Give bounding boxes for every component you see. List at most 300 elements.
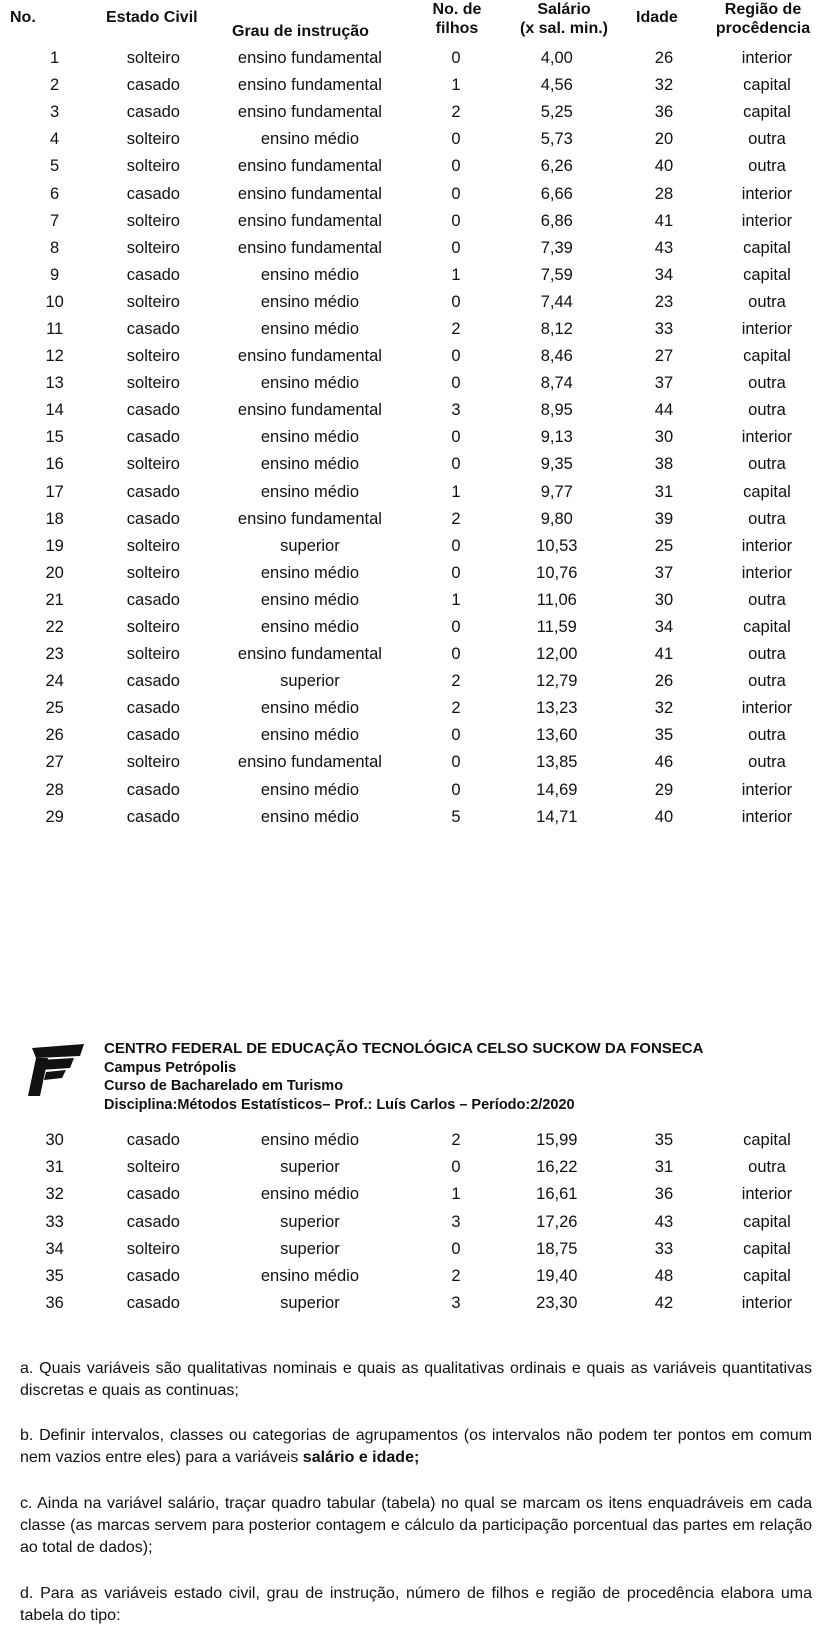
cefet-logo-icon [26,1040,86,1098]
cell-no-filhos: 3 [451,1212,461,1231]
cell-no: 16 [45,455,64,474]
question-b: b. Definir intervalos, classes ou categorias de agrupamentos (os intervalos não podem ter pontos em comum nem vazios entre eles) para a variáveis salário e idade; [20,1427,812,1466]
table-row [0,614,830,641]
question-a: a. Quais variáveis são qualitativas nominais e quais as qualitativas ordinais e quais as variáveis quantitativas discretas e quais as continuas; [20,1360,812,1399]
cell-grau-instrucao: ensino fundamental [237,238,382,257]
cell-salario: 10,53 [536,536,578,555]
cell-no-filhos: 3 [451,401,461,420]
cell-salario: 23,30 [536,1294,578,1313]
cell-estado-civil: casado [126,590,180,609]
cell-no-filhos: 0 [451,238,461,257]
cell-regiao: capital [743,265,791,284]
cell-regiao: outra [748,1158,786,1177]
cell-regiao: capital [743,618,791,637]
cell-grau-instrucao: ensino médio [260,590,359,609]
cell-estado-civil: casado [126,319,180,338]
cell-salario: 7,39 [540,238,573,257]
data-table-part1 [0,45,830,831]
cell-no-filhos: 1 [451,265,461,284]
cell-grau-instrucao: ensino médio [260,807,359,826]
cell-no-filhos: 0 [451,157,461,176]
cell-estado-civil: solteiro [126,292,180,311]
cell-no: 29 [45,807,64,826]
cell-regiao: capital [743,482,791,501]
cell-grau-instrucao: ensino fundamental [237,509,382,528]
table-row [0,533,830,560]
cell-idade: 23 [654,292,674,311]
cell-no-filhos: 0 [451,292,461,311]
cell-salario: 14,71 [536,807,578,826]
campus-name: Campus Petrópolis [104,1059,237,1076]
table-row [0,397,830,424]
cell-no: 4 [50,130,60,149]
cell-grau-instrucao: superior [280,536,340,555]
cell-no: 19 [45,536,64,555]
cell-salario: 13,60 [536,726,578,745]
cell-idade: 36 [654,1185,674,1204]
cell-salario: 10,76 [536,563,578,582]
cell-estado-civil: casado [126,1294,180,1313]
cell-salario: 15,99 [536,1131,578,1150]
cell-estado-civil: solteiro [126,753,180,772]
cell-estado-civil: casado [126,1185,180,1204]
cell-grau-instrucao: superior [280,1239,340,1258]
cell-no: 33 [45,1212,64,1231]
cell-estado-civil: casado [126,482,180,501]
cell-estado-civil: casado [126,780,180,799]
cell-regiao: capital [743,1131,791,1150]
table-row [0,99,830,126]
header-regiao: Região de procêdencia [715,1,811,37]
cell-regiao: capital [743,1212,791,1231]
cell-salario: 6,26 [540,157,573,176]
cell-grau-instrucao: ensino fundamental [237,211,382,230]
cell-regiao: outra [748,753,786,772]
cell-idade: 41 [654,645,674,664]
header-estado-civil: Estado Civil [106,9,198,26]
header-salario: Salário (x sal. min.) [519,1,609,37]
cell-idade: 34 [654,265,674,284]
table-row [0,506,830,533]
cell-no-filhos: 0 [451,726,461,745]
cell-salario: 13,85 [536,753,578,772]
cell-no: 10 [45,292,64,311]
cell-no: 9 [50,265,60,284]
cell-estado-civil: solteiro [126,211,180,230]
cell-idade: 31 [654,482,674,501]
cell-grau-instrucao: ensino fundamental [237,753,382,772]
cell-no-filhos: 0 [451,536,461,555]
cell-idade: 27 [654,347,674,366]
cell-no-filhos: 3 [451,1294,461,1313]
cell-grau-instrucao: superior [280,1158,340,1177]
cell-idade: 39 [654,509,674,528]
cell-salario: 7,59 [540,265,573,284]
cell-salario: 9,35 [540,455,573,474]
cell-regiao: interior [741,699,793,718]
cell-idade: 26 [654,672,674,691]
cell-estado-civil: casado [126,699,180,718]
cell-regiao: outra [748,509,786,528]
cell-idade: 48 [654,1267,674,1286]
cell-no: 20 [45,563,64,582]
cell-no: 32 [45,1185,64,1204]
cell-regiao: interior [741,807,793,826]
cell-salario: 8,95 [540,401,573,420]
cell-estado-civil: solteiro [126,347,180,366]
cell-idade: 32 [654,699,674,718]
cell-no: 11 [46,319,64,338]
cell-regiao: interior [741,319,793,338]
cell-regiao: interior [741,49,793,68]
cell-no: 6 [50,184,60,203]
cell-no-filhos: 2 [451,509,461,528]
table-row [0,126,830,153]
cell-grau-instrucao: superior [280,1294,340,1313]
table-row [0,451,830,478]
cell-no-filhos: 0 [451,618,461,637]
cell-estado-civil: solteiro [126,1239,180,1258]
cell-no-filhos: 0 [451,49,461,68]
cell-no-filhos: 0 [451,753,461,772]
cell-regiao: capital [743,1239,791,1258]
table-row [0,208,830,235]
cell-idade: 37 [654,563,674,582]
cell-estado-civil: casado [126,184,180,203]
cell-grau-instrucao: ensino fundamental [237,401,382,420]
cell-no: 18 [45,509,64,528]
cell-idade: 44 [654,401,674,420]
cell-no: 25 [45,699,64,718]
cell-no: 28 [45,780,64,799]
cell-estado-civil: solteiro [126,130,180,149]
cell-regiao: interior [741,563,793,582]
cell-estado-civil: casado [126,428,180,447]
cell-estado-civil: solteiro [126,536,180,555]
cell-no-filhos: 0 [451,1158,461,1177]
table-row [0,153,830,180]
table-row [0,777,830,804]
cell-no: 12 [45,347,64,366]
table-row [0,1209,830,1236]
cell-estado-civil: casado [126,672,180,691]
cell-grau-instrucao: ensino médio [260,130,359,149]
cell-no: 3 [50,103,60,122]
table-row [0,1290,830,1317]
cell-salario: 12,79 [536,672,578,691]
cell-no: 14 [45,401,64,420]
header-idade: Idade [636,9,678,26]
cell-no: 21 [45,590,64,609]
cell-regiao: interior [741,1185,793,1204]
table-row [0,1181,830,1208]
cell-grau-instrucao: superior [280,1212,340,1231]
table-row [0,1236,830,1263]
cell-grau-instrucao: ensino fundamental [237,347,382,366]
cell-salario: 18,75 [536,1239,578,1258]
cell-salario: 12,00 [536,645,578,664]
cell-grau-instrucao: ensino médio [260,374,359,393]
cell-regiao: outra [748,130,786,149]
cell-no: 30 [45,1131,64,1150]
cell-salario: 6,86 [540,211,573,230]
cell-estado-civil: solteiro [126,374,180,393]
cell-no-filhos: 2 [451,672,461,691]
cell-idade: 43 [654,1212,674,1231]
cell-salario: 4,56 [540,76,573,95]
cell-idade: 31 [654,1158,674,1177]
cell-grau-instrucao: ensino médio [260,563,359,582]
cell-no-filhos: 2 [451,699,461,718]
cell-no: 5 [50,157,60,176]
cell-grau-instrucao: ensino médio [260,455,359,474]
cell-estado-civil: solteiro [126,238,180,257]
cell-idade: 25 [654,536,674,555]
cell-idade: 36 [654,103,674,122]
cell-no: 36 [45,1294,64,1313]
cell-idade: 42 [654,1294,674,1313]
table-row [0,479,830,506]
cell-idade: 40 [654,807,674,826]
cell-regiao: outra [748,455,786,474]
cell-salario: 8,46 [540,347,573,366]
cell-grau-instrucao: ensino médio [260,780,359,799]
cell-no-filhos: 1 [451,590,461,609]
cell-no-filhos: 1 [451,482,461,501]
table-row [0,262,830,289]
cell-grau-instrucao: ensino médio [260,1267,359,1286]
cell-regiao: capital [743,103,791,122]
cell-no: 1 [50,49,60,68]
cell-estado-civil: casado [126,103,180,122]
cell-no: 13 [45,374,64,393]
cell-idade: 33 [654,1239,674,1258]
cell-estado-civil: solteiro [126,1158,180,1177]
table-row [0,235,830,262]
cell-salario: 13,23 [536,699,578,718]
cell-no-filhos: 0 [451,645,461,664]
cell-no-filhos: 1 [451,1185,461,1204]
cell-no: 27 [45,753,64,772]
cell-idade: 30 [654,590,674,609]
table-row [0,1154,830,1181]
table-row [0,289,830,316]
table-row [0,370,830,397]
cell-regiao: outra [748,292,786,311]
cell-salario: 19,40 [536,1267,578,1286]
cell-regiao: interior [741,1294,793,1313]
cell-salario: 16,22 [536,1158,578,1177]
table-row [0,641,830,668]
cell-grau-instrucao: ensino médio [260,292,359,311]
cell-idade: 20 [654,130,674,149]
cell-grau-instrucao: ensino médio [260,482,359,501]
cell-grau-instrucao: superior [280,672,340,691]
cell-no-filhos: 0 [451,374,461,393]
cell-no-filhos: 2 [451,103,461,122]
table-row [0,695,830,722]
cell-regiao: interior [741,211,793,230]
cell-salario: 17,26 [536,1212,578,1231]
table-row [0,343,830,370]
table-row [0,316,830,343]
cell-salario: 9,80 [540,509,573,528]
cell-idade: 40 [654,157,674,176]
cell-salario: 16,61 [536,1185,578,1204]
cell-grau-instrucao: ensino médio [260,1131,359,1150]
cell-estado-civil: solteiro [126,157,180,176]
cell-regiao: capital [743,347,791,366]
cell-idade: 32 [654,76,674,95]
course-name: Curso de Bacharelado em Turismo [104,1078,344,1094]
cell-regiao: outra [748,157,786,176]
table-row [0,45,830,72]
cell-no: 34 [45,1239,64,1258]
cell-salario: 11,06 [536,590,577,609]
cell-salario: 5,73 [540,130,573,149]
cell-idade: 35 [654,726,674,745]
cell-idade: 35 [654,1131,674,1150]
cell-estado-civil: casado [126,726,180,745]
cell-estado-civil: solteiro [126,563,180,582]
cell-regiao: outra [748,672,786,691]
cell-regiao: outra [748,374,786,393]
cell-estado-civil: casado [126,1267,180,1286]
cell-no: 2 [50,76,60,95]
cell-no-filhos: 0 [451,455,461,474]
cell-estado-civil: solteiro [126,618,180,637]
cell-salario: 9,13 [540,428,573,447]
cell-no-filhos: 0 [451,184,461,203]
cell-regiao: capital [743,1267,791,1286]
table-row [0,1263,830,1290]
cell-grau-instrucao: ensino médio [260,319,359,338]
cell-no: 15 [45,428,64,447]
cell-estado-civil: solteiro [126,455,180,474]
cell-estado-civil: casado [126,76,180,95]
cell-regiao: capital [743,76,791,95]
cell-estado-civil: solteiro [126,645,180,664]
cell-estado-civil: casado [126,265,180,284]
cell-no-filhos: 2 [451,1267,461,1286]
cell-regiao: capital [743,238,791,257]
discipline-line: Disciplina:Métodos Estatísticos– Prof.: Luís Carlos – Período:2/2020 [104,1096,575,1113]
cell-grau-instrucao: ensino fundamental [237,184,382,203]
cell-grau-instrucao: ensino médio [260,428,359,447]
cell-no: 23 [45,645,64,664]
cell-grau-instrucao: ensino médio [260,1185,359,1204]
cell-grau-instrucao: ensino médio [260,699,359,718]
cell-idade: 46 [654,753,674,772]
cell-idade: 30 [654,428,674,447]
cell-no-filhos: 0 [451,780,461,799]
table-row [0,180,830,207]
cell-estado-civil: casado [126,1131,180,1150]
cell-idade: 41 [654,211,674,230]
cell-no-filhos: 1 [451,76,461,95]
cell-no: 31 [45,1158,64,1177]
cell-no-filhos: 0 [451,211,461,230]
cell-regiao: interior [741,780,793,799]
header-no-filhos: No. de filhos [432,1,482,37]
cell-idade: 37 [654,374,674,393]
cell-no-filhos: 0 [451,347,461,366]
table-row [0,587,830,614]
cell-no-filhos: 0 [451,1239,461,1258]
cell-no-filhos: 0 [451,130,461,149]
cell-no: 22 [45,618,64,637]
cell-estado-civil: solteiro [126,49,180,68]
institution-name: CENTRO FEDERAL DE EDUCAÇÃO TECNOLÓGICA CELSO SUCKOW DA FONSECA [104,1040,704,1057]
cell-idade: 29 [654,780,674,799]
cell-regiao: interior [741,428,793,447]
cell-grau-instrucao: ensino médio [260,726,359,745]
table-row [0,722,830,749]
cell-regiao: interior [741,184,793,203]
cell-no-filhos: 5 [451,807,461,826]
table-row [0,668,830,695]
table-row [0,560,830,587]
cell-salario: 4,00 [540,49,573,68]
header-no: No. [10,9,36,26]
cell-estado-civil: casado [126,1212,180,1231]
cell-idade: 28 [654,184,674,203]
cell-idade: 38 [654,455,674,474]
question-c: c. Ainda na variável salário, traçar quadro tabular (tabela) no qual se marcam os itens enquadráveis em cada classe (as marcas servem para posterior contagem e cálculo da participação porcentual das partes em relação ao total de dados); [20,1495,812,1556]
cell-no: 35 [45,1267,64,1286]
cell-idade: 43 [654,238,674,257]
table-row [0,1127,830,1154]
table-row [0,804,830,831]
institution-header [104,1040,703,1114]
data-table-part2 [0,1127,830,1317]
table-row [0,72,830,99]
cell-no: 8 [50,238,60,257]
cell-grau-instrucao: ensino médio [260,618,359,637]
table-row [0,424,830,451]
cell-no-filhos: 2 [451,319,461,338]
cell-grau-instrucao: ensino fundamental [237,103,382,122]
cell-estado-civil: casado [126,807,180,826]
cell-grau-instrucao: ensino fundamental [237,645,382,664]
cell-salario: 8,12 [540,319,573,338]
cell-regiao: outra [748,726,786,745]
cell-idade: 26 [654,49,674,68]
cell-salario: 9,77 [540,482,573,501]
cell-salario: 8,74 [540,374,573,393]
question-d: d. Para as variáveis estado civil, grau de instrução, número de filhos e região de procedência elabora uma tabela do tipo: [20,1585,812,1624]
cell-regiao: outra [748,590,786,609]
cell-grau-instrucao: ensino fundamental [237,157,382,176]
cell-regiao: outra [748,401,786,420]
cell-no: 17 [45,482,64,501]
cell-salario: 11,59 [536,618,577,637]
cell-regiao: outra [748,645,786,664]
cell-no: 7 [50,211,60,230]
header-grau-instrucao: Grau de instrução [232,23,369,40]
cell-no-filhos: 2 [451,1131,461,1150]
cell-idade: 34 [654,618,674,637]
cell-grau-instrucao: ensino fundamental [237,76,382,95]
cell-estado-civil: casado [126,401,180,420]
table-row [0,749,830,776]
cell-regiao: interior [741,536,793,555]
cell-salario: 6,66 [540,184,573,203]
cell-estado-civil: casado [126,509,180,528]
cell-no-filhos: 0 [451,428,461,447]
cell-salario: 5,25 [540,103,573,122]
cell-grau-instrucao: ensino fundamental [237,49,382,68]
